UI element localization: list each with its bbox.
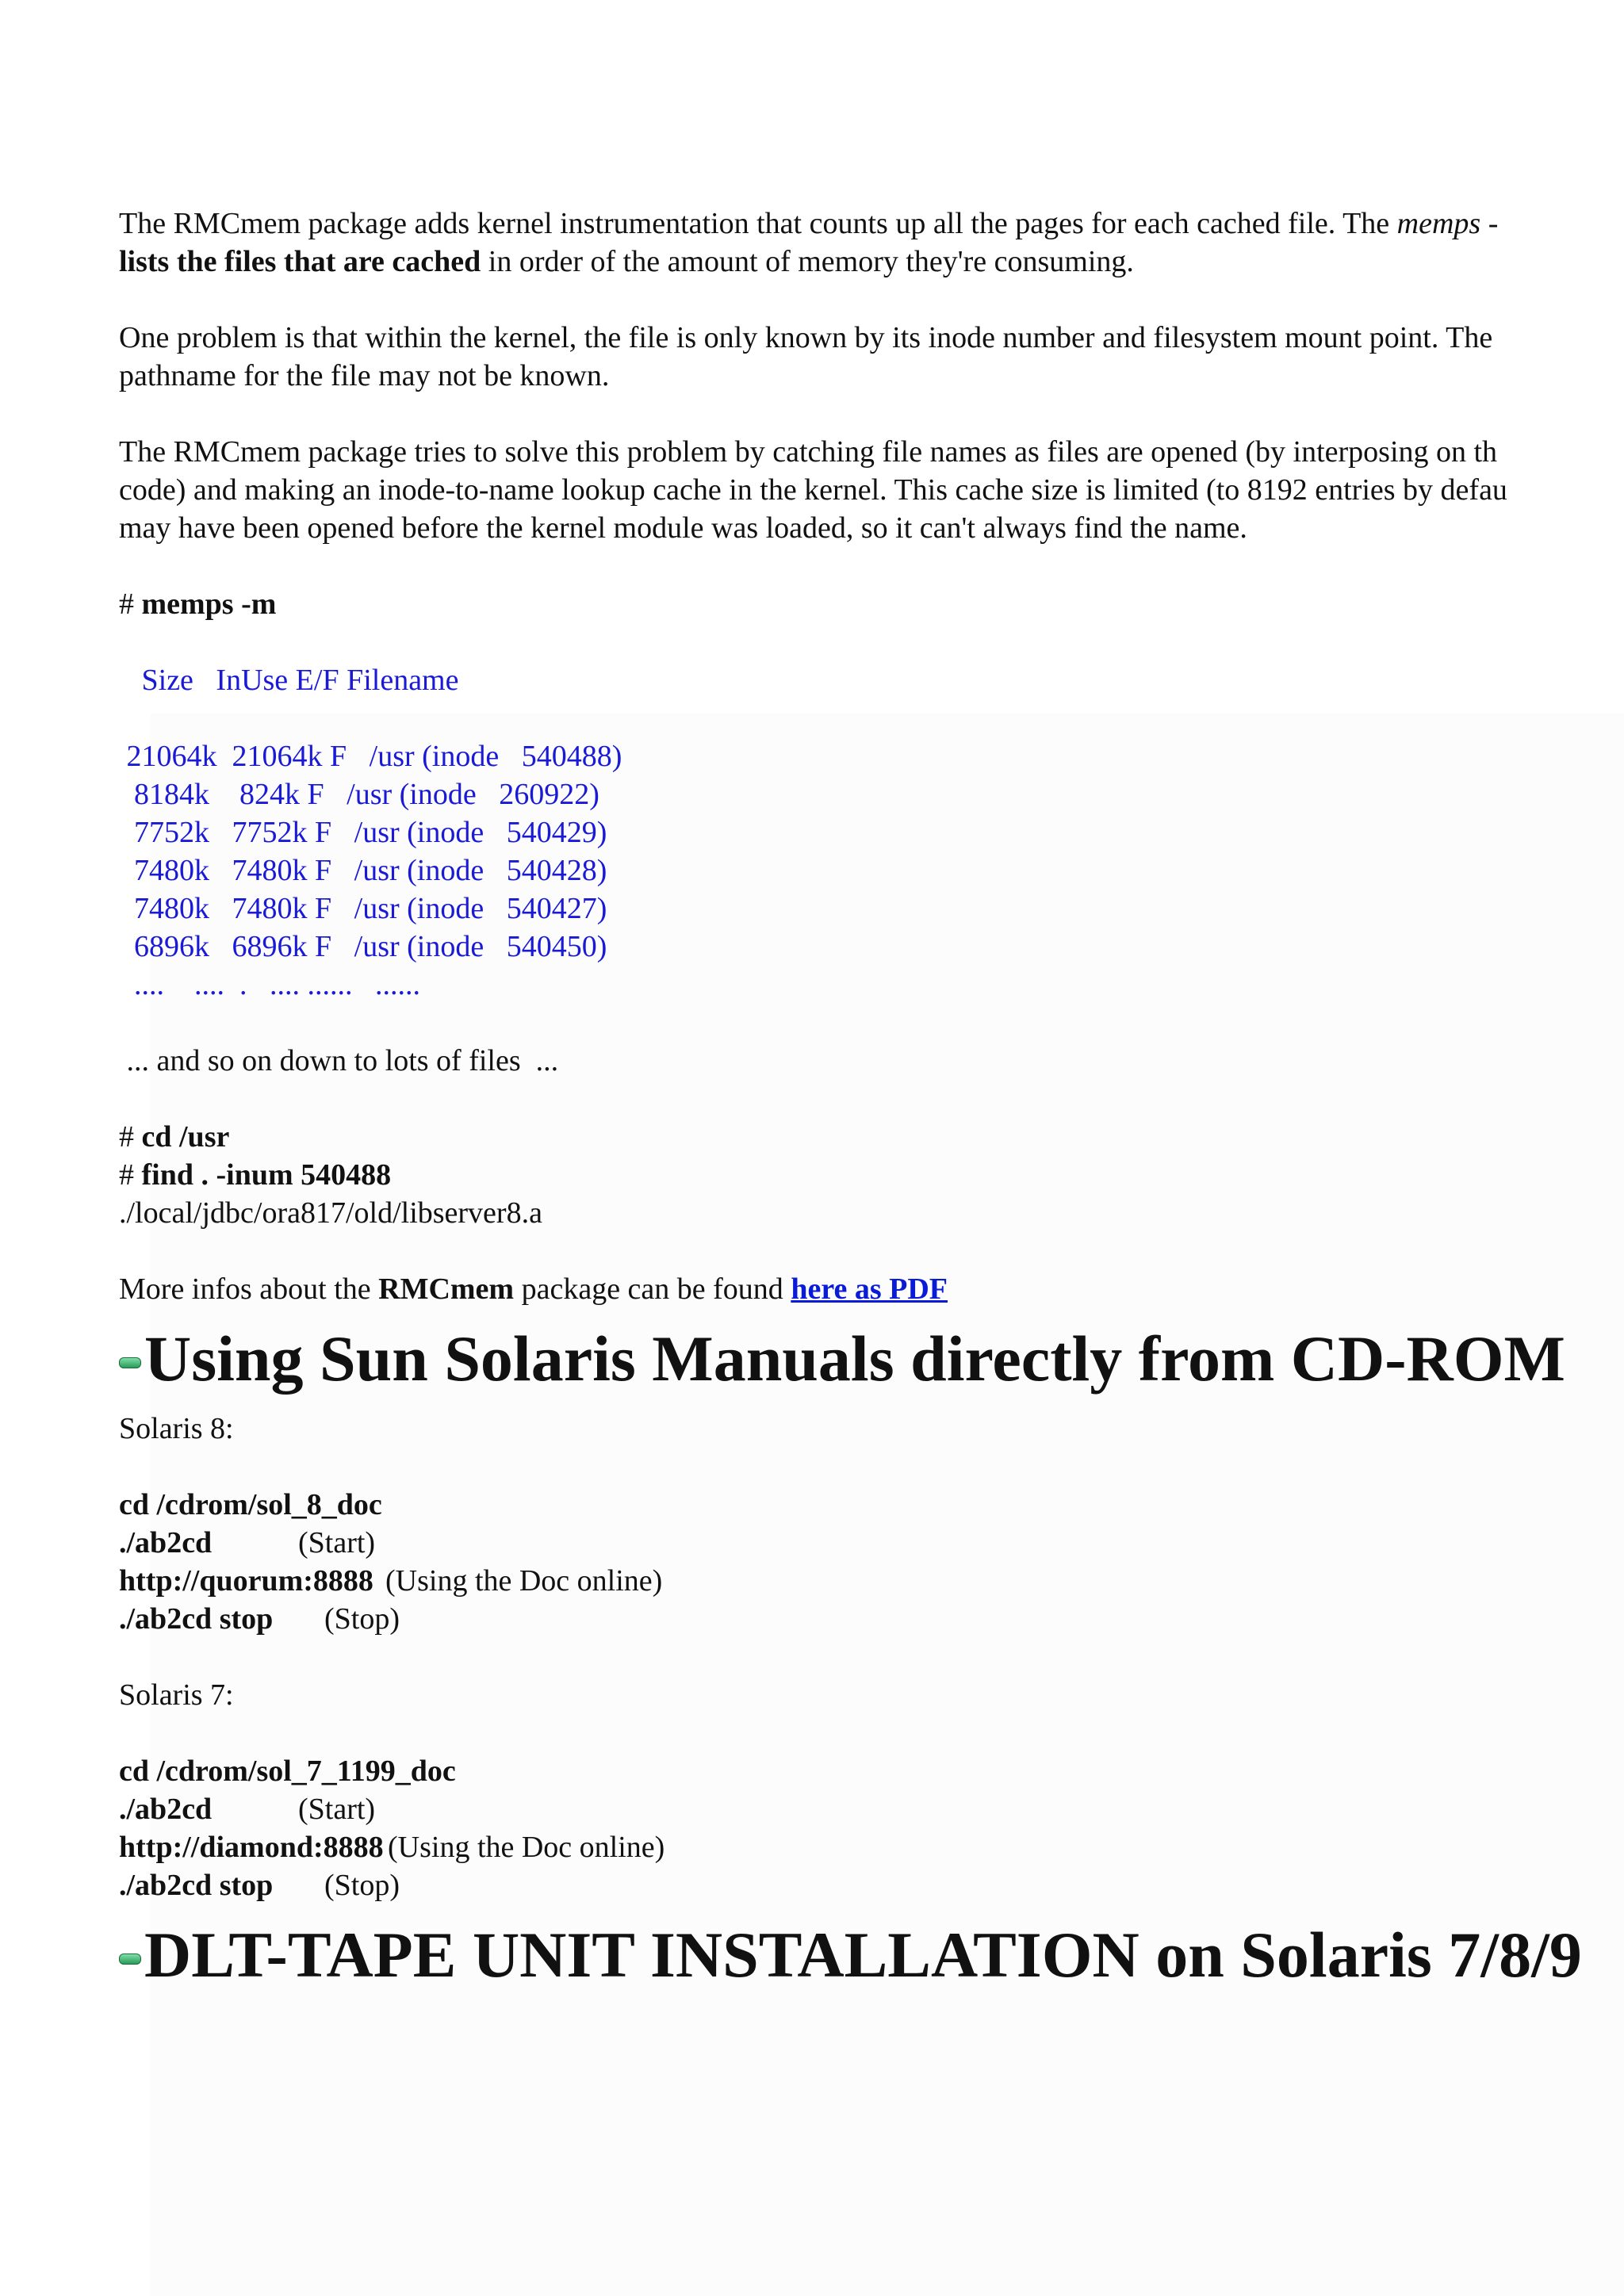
paragraph-text: pathname for the file may not be known.	[119, 359, 610, 392]
paragraph-text: More infos about the	[119, 1272, 379, 1306]
memps-row: 7480k 7480k F /usr (inode 540428)	[119, 854, 607, 887]
command-row	[119, 1600, 1624, 1638]
command-note: (Using the Doc online)	[388, 1831, 665, 1864]
memps-row: 7752k 7752k F /usr (inode 540429)	[119, 816, 607, 849]
paragraph-inode-problem	[119, 319, 1624, 395]
memps-row: .... .... . .... ...... ......	[119, 968, 420, 1001]
paragraph-text: The RMCmem package tries to solve this problem by catching file names as files are opened (by interposing on th	[119, 435, 1498, 469]
section-bullet-icon	[119, 1357, 141, 1368]
paragraph-text: package can be found	[514, 1272, 791, 1306]
command-note: (Start)	[298, 1526, 376, 1559]
shell-command: find . -inum 540488	[141, 1158, 392, 1192]
solaris7-commands	[119, 1752, 1624, 1904]
command-row	[119, 1866, 1624, 1904]
find-commands	[119, 1118, 1624, 1232]
paragraph-text: may have been opened before the kernel module was loaded, so it can't always find the name.	[119, 511, 1247, 545]
command-text: cd /cdrom/sol_7_1199_doc	[119, 1755, 456, 1788]
command-text: ./ab2cd stop	[119, 1869, 274, 1902]
shell-command: cd /usr	[141, 1120, 230, 1154]
paragraph-text: The RMCmem package adds kernel instrumentation that counts up all the pages for each cached file. The	[119, 207, 1397, 240]
find-result: ./local/jdbc/ora817/old/libserver8.a	[119, 1196, 542, 1230]
shell-command: memps -m	[141, 587, 277, 621]
section-heading-cdrom	[119, 1319, 1624, 1399]
memps-row: 8184k 824k F /usr (inode 260922)	[119, 778, 599, 811]
command-row	[119, 1828, 1624, 1866]
shell-prompt: #	[119, 587, 142, 621]
package-name: RMCmem	[378, 1272, 515, 1306]
memps-row: 7480k 7480k F /usr (inode 540427)	[119, 892, 607, 925]
heading-text: DLT-TAPE UNIT INSTALLATION on Solaris 7/8/9	[144, 1919, 1582, 1991]
memps-output	[119, 737, 1624, 1004]
command-row	[119, 1486, 1624, 1524]
section-bullet-icon	[119, 1954, 141, 1965]
command-text: ./ab2cd stop	[119, 1602, 274, 1636]
solaris8-label: Solaris 8:	[119, 1412, 234, 1445]
memps-note: ... and so on down to lots of files ...	[119, 1044, 559, 1077]
paragraph-text: One problem is that within the kernel, the file is only known by its inode number and filesystem mount point. The	[119, 321, 1493, 354]
paragraph-solution	[119, 433, 1624, 547]
command-text: http://quorum:8888	[119, 1564, 373, 1598]
shell-prompt: #	[119, 1158, 142, 1192]
memps-row: 21064k 21064k F /usr (inode 540488)	[119, 740, 622, 773]
command-text: http://diamond:8888	[119, 1831, 384, 1864]
section-heading-dlt	[119, 1915, 1624, 1995]
memps-header: Size InUse E/F Filename	[119, 664, 459, 697]
command-row	[119, 1752, 1624, 1790]
memps-command-line	[119, 585, 1624, 623]
solaris8-commands	[119, 1486, 1624, 1638]
solaris7-label: Solaris 7:	[119, 1678, 234, 1712]
pdf-link[interactable]: here as PDF	[791, 1272, 948, 1306]
shell-prompt: #	[119, 1120, 142, 1154]
command-row	[119, 1562, 1624, 1600]
command-row	[119, 1790, 1624, 1828]
paragraph-rmcmem-intro	[119, 205, 1624, 281]
command-note: (Stop)	[324, 1602, 400, 1636]
command-text: cd /cdrom/sol_8_doc	[119, 1488, 382, 1521]
memps-row: 6896k 6896k F /usr (inode 540450)	[119, 930, 607, 963]
document-content	[119, 205, 1624, 1995]
command-note: (Start)	[298, 1793, 376, 1826]
italic-command: memps -	[1396, 207, 1499, 240]
bold-phrase: lists the files that are cached	[119, 245, 481, 278]
heading-text: Using Sun Solaris Manuals directly from CD-ROM	[144, 1322, 1565, 1395]
paragraph-text: in order of the amount of memory they're consuming.	[481, 245, 1134, 278]
command-note: (Using the Doc online)	[385, 1564, 663, 1598]
command-text: ./ab2cd	[119, 1526, 213, 1559]
command-row	[119, 1524, 1624, 1562]
command-text: ./ab2cd	[119, 1793, 213, 1826]
command-note: (Stop)	[324, 1869, 400, 1902]
paragraph-text: code) and making an inode-to-name lookup cache in the kernel. This cache size is limited (to 8192 entries by defau	[119, 473, 1507, 507]
more-info-line	[119, 1270, 1624, 1308]
